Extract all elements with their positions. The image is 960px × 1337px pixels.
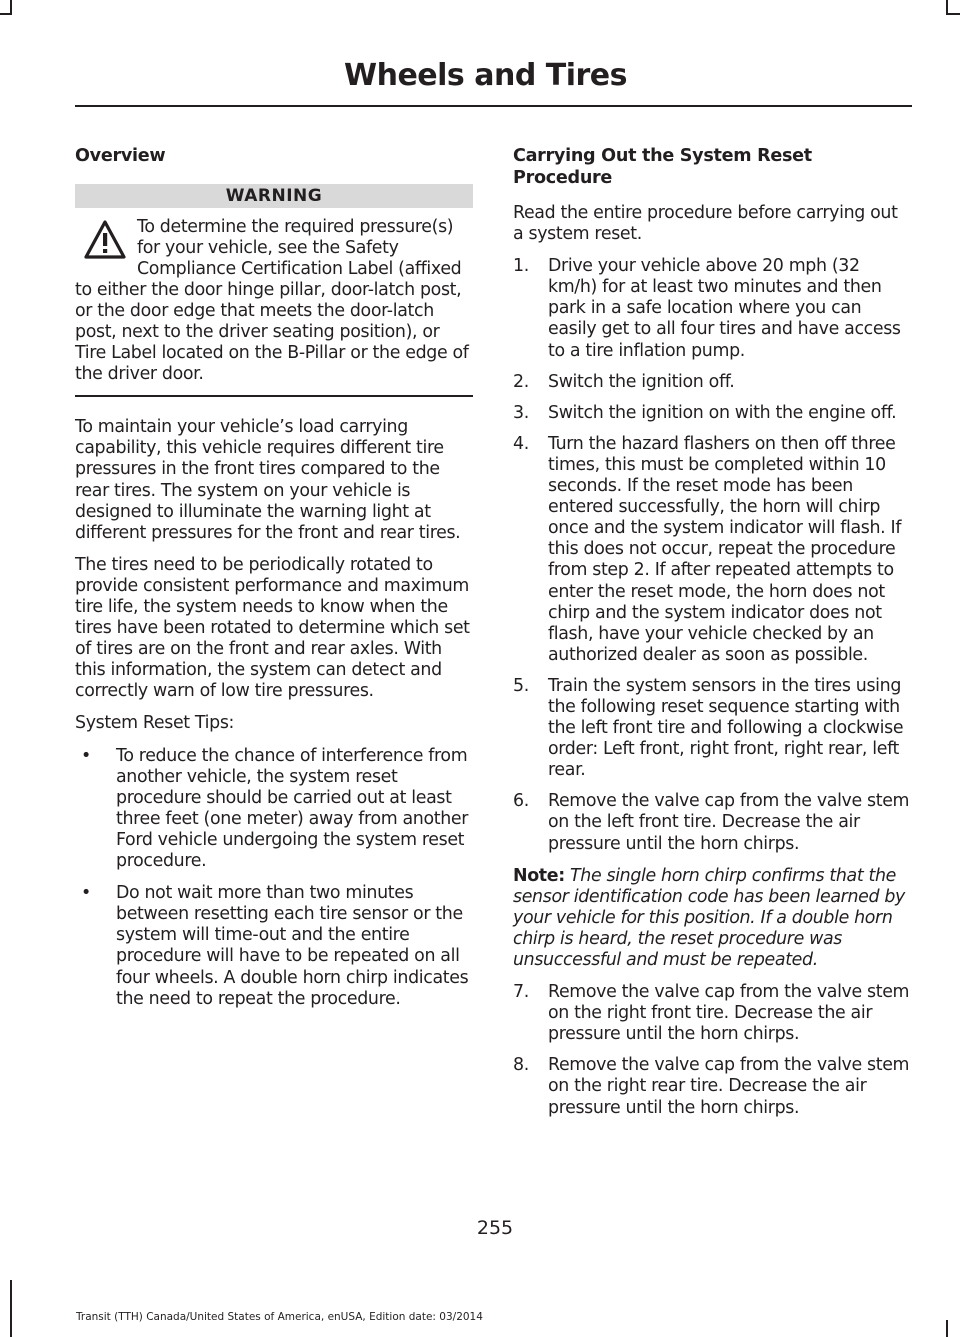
page-title: Wheels and Tires [344,58,627,93]
step-number: 1. [513,256,529,277]
crop-mark [946,0,948,14]
list-item-text: Switch the ignition off. [548,371,735,392]
intro-paragraph: Read the entire procedure before carrying out a system reset. [513,203,898,245]
step-number: 6. [513,791,529,812]
step-number: 2. [513,371,529,392]
crop-mark [0,13,12,15]
procedure-heading: Carrying Out the System Reset Procedure [513,146,812,188]
tips-list [75,746,473,1010]
body-paragraph: To maintain your vehicle’s load carrying capability, this vehicle requires different tire pressures in the front tires compared to the rear tires. The system on your vehicle is designed to illuminate the warning light at different pressures for the front and rear tires. [75,417,461,543]
list-item-text: Remove the valve cap from the valve stem on the right front tire. Decrease the air pressure until the horn chirps. [548,982,910,1045]
note-paragraph [513,866,911,971]
list-item-text: Remove the valve cap from the valve stem on the right rear tire. Decrease the air pressure until the horn chirps. [548,1055,910,1118]
left-column [75,146,473,1021]
list-item [75,883,473,1010]
list-item [513,676,911,781]
step-number: 7. [513,982,529,1003]
note-text: The single horn chirp confirms that the sensor identification code has been learned by your vehicle for this position. If a double horn chirp is heard, the reset procedure was unsuccessful and must be repeated. [513,865,905,970]
right-column [513,146,911,1130]
page-number: 255 [476,1217,514,1239]
overview-heading: Overview [75,146,166,166]
list-item-text: Turn the hazard flashers on then off three times, this must be completed within 10 seconds. If the reset mode has been entered successfully, the horn will chirp once and the system indicator will flash. If this does not occur, repeat the procedure from step 2. If after repeated attempts to enter the reset mode, the horn does not chirp and the system indicator does not flash, have your vehicle checked by an authorized dealer as soon as possible. [548,433,902,665]
list-item [513,982,911,1045]
warning-body [75,208,473,386]
step-number: 4. [513,433,529,454]
list-item-text: Train the system sensors in the tires using the following reset sequence starting with the left front tire and following a clockwise order: Left front, right front, right rear, left rear. [548,675,904,781]
warning-label: WARNING [75,184,473,208]
list-item [513,372,911,393]
note-label: Note: [513,865,565,886]
body-paragraph: The tires need to be periodically rotated to provide consistent performance and maximum tire life, the system needs to know when the tires have been rotated to determine which set of tires are on the front and rear axles. With this information, the system can detect and correctly warn of low tire pressures. [75,554,470,702]
step-number: 5. [513,675,529,696]
crop-mark [10,1280,12,1337]
steps-list [513,256,911,854]
warning-box [75,184,473,398]
list-item-text: Drive your vehicle above 20 mph (32 km/h) for at least two minutes and then park in a safe location where you can easily get to all four tires and have access to a tire inflation pump. [548,256,901,361]
list-item [75,746,473,873]
list-item-text: Do not wait more than two minutes between resetting each tire sensor or the system will time-out and the entire procedure will have to be repeated on all four wheels. A double horn chirp indicates the need to repeat the procedure. [116,883,469,1009]
list-item-text: Switch the ignition on with the engine off. [548,402,897,423]
list-item [513,256,911,361]
list-item [513,791,911,854]
warning-triangle-icon [83,219,127,261]
warning-rule [75,395,473,397]
list-item [513,1055,911,1118]
crop-mark [10,0,12,14]
footer-text: Transit (TTH) Canada/United States of America, enUSA, Edition date: 03/2014 [76,1311,483,1323]
list-item [513,434,911,666]
crop-mark [946,13,960,15]
warning-text: To determine the required pressure(s) for your vehicle, see the Safety Compliance Certification Label (affixed to either the door hinge pillar, door-latch post, or the door edge that meets the door-latch post, next to the driver seating position), or Tire Label located on the B-Pillar or the edge of the driver door. [75,216,469,385]
body-paragraph: System Reset Tips: [75,713,235,734]
step-number: 8. [513,1055,529,1076]
bullet: • [81,745,91,766]
header-rule [75,105,912,107]
crop-mark [946,1320,948,1337]
bullet: • [81,883,91,904]
step-number: 3. [513,402,529,423]
list-item [513,403,911,424]
list-item-text: Remove the valve cap from the valve stem on the left front tire. Decrease the air pressure until the horn chirps. [548,791,910,854]
list-item-text: To reduce the chance of interference from another vehicle, the system reset procedure should be carried out at least three feet (one meter) away from another Ford vehicle undergoing the system reset procedure. [116,745,469,872]
steps-list [513,982,911,1119]
